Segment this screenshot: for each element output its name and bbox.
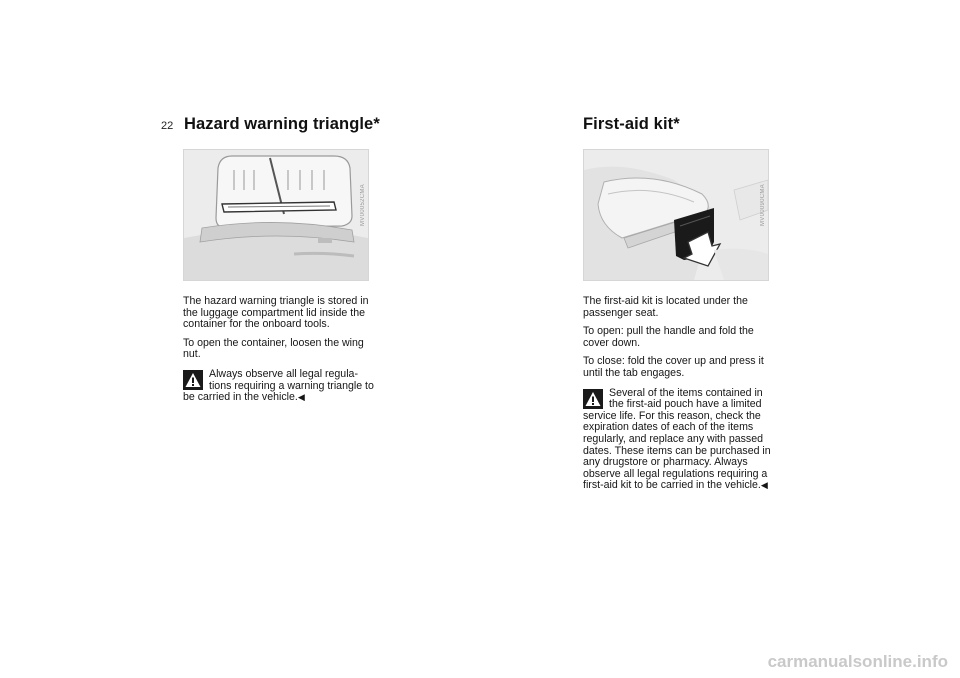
paragraph: To open: pull the handle and fold the cover down.: [583, 325, 754, 349]
end-mark-icon: ◀: [297, 392, 305, 403]
warning-text: Always observe all legal regula-tions requiring a warning triangle to be carried in the vehicle.: [183, 367, 374, 404]
end-mark-icon: ◀: [760, 480, 768, 491]
first-aid-kit-illustration: [583, 149, 769, 281]
warning-text: Several of the items contained in the first-aid pouch have a limited service life. For this reason, check the expiration dates of each of the items regularly, and replace any with passed dates. These items can be purchased in any drugstore or pharmacy. Always observe all legal regulations requiring a first-aid kit to be carried in the vehicle.: [583, 386, 771, 492]
warning-note: [183, 369, 375, 404]
section-title-hazard-triangle: Hazard warning triangle*: [184, 115, 380, 133]
section-title-first-aid-kit: First-aid kit*: [583, 115, 680, 133]
paragraph: The hazard warning triangle is stored in the luggage compartment lid inside the container for the onboard tools.: [183, 295, 369, 331]
first-aid-kit-text: [583, 296, 775, 492]
watermark: carmanualsonline.info: [767, 652, 948, 671]
hazard-triangle-illustration: [183, 149, 369, 281]
paragraph: The first-aid kit is located under the passenger seat.: [583, 295, 748, 319]
warning-triangle-icon: [183, 370, 203, 390]
warning-triangle-icon: [583, 389, 603, 409]
figure-code: MV00090CMA: [760, 184, 766, 227]
page-number: 22: [161, 120, 174, 132]
figure-code: MV00052CMA: [360, 184, 366, 227]
hazard-triangle-text: [183, 296, 375, 404]
paragraph: To open the container, loosen the wing nut.: [183, 336, 364, 361]
paragraph: To close: fold the cover up and press it until the tab engages.: [583, 355, 764, 379]
warning-note: [583, 388, 775, 492]
